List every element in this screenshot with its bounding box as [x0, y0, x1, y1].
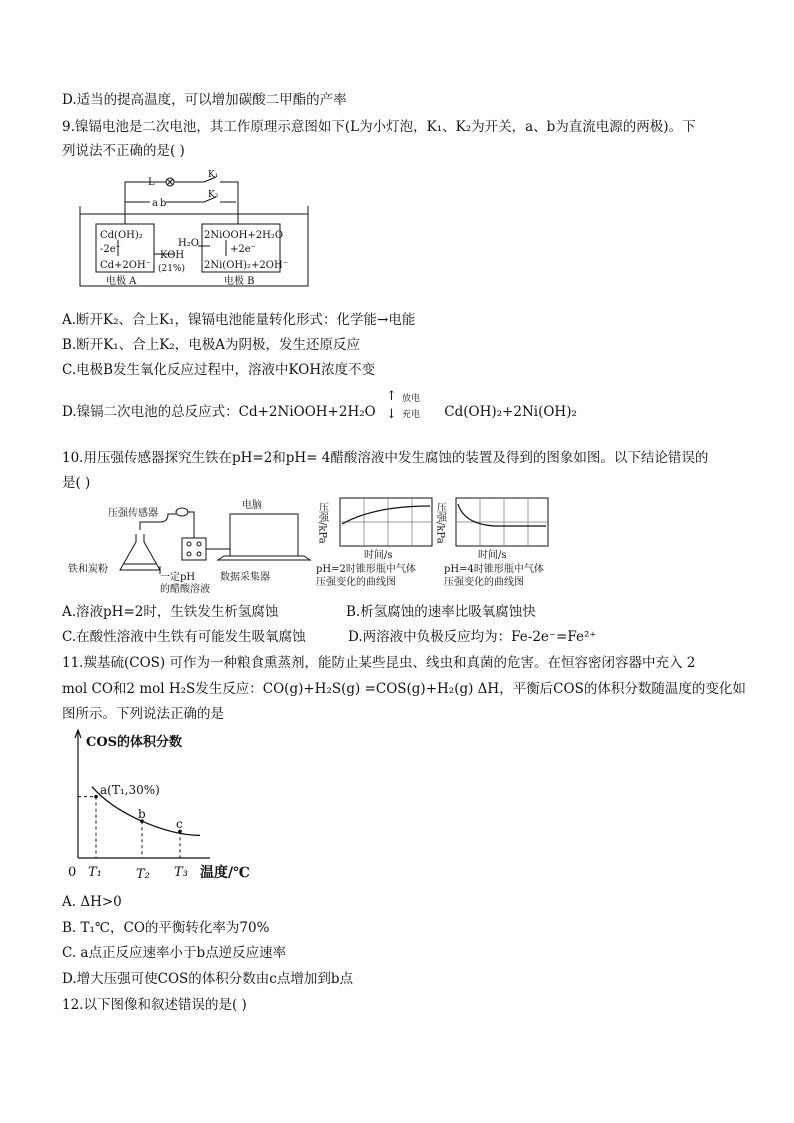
graph1-xlabel: 时间/s	[364, 550, 393, 561]
iron-carbon-label: 铁和炭粉	[68, 564, 108, 575]
q11-option-c: C. a点正反应速率小于b点逆反应速率	[62, 945, 287, 961]
pressure-apparatus-diagram	[64, 494, 584, 594]
origin-label: 0	[68, 865, 77, 880]
graph2-ylabel: 压强/kPa	[434, 502, 446, 544]
tick-t2: T₂	[136, 867, 150, 882]
lamp-label: L	[148, 177, 155, 188]
q10-stem-line2: 是( )	[62, 475, 91, 491]
x-axis-label: 温度/℃	[200, 865, 250, 881]
discharge-label: 放电	[402, 393, 421, 404]
point-a-marker	[94, 795, 98, 799]
koh-percent: (21%)	[158, 264, 186, 274]
graph1-caption-2: 压强变化的曲线图	[316, 577, 396, 588]
q9-stem-line1: 9.镍镉电池是二次电池，其工作原理示意图如下(L为小灯泡，K₁、K₂为开关，a、b为直流电源的两极)。下	[62, 119, 696, 135]
collector-label: 数据采集器	[220, 572, 270, 583]
electrode-a-top: Cd(OH)₂	[100, 230, 143, 241]
q10-option-d: D.两溶液中负极反应均为：Fe-2e⁻=Fe²⁺	[348, 629, 597, 645]
q11-option-b: B. T₁℃，CO的平衡转化率为70%	[62, 920, 270, 936]
graph2-caption-1: pH=4时锥形瓶中气体	[444, 564, 544, 575]
reversible-arrow	[380, 388, 440, 422]
pole-a-label: a	[152, 198, 158, 209]
point-b-label: b	[138, 807, 146, 821]
q10-option-a: A.溶液pH=2时，生铁发生析氢腐蚀	[62, 604, 279, 620]
graph1-ylabel: 压强/kPa	[316, 502, 328, 544]
q9-option-d	[62, 388, 577, 422]
electrode-b-top: 2NiOOH+2H₂O	[204, 230, 284, 241]
q9-option-b: B.断开K₁、合上K₂，电极A为阴极，发生还原反应	[62, 337, 360, 353]
arrow-down-icon: ↓	[386, 406, 397, 422]
electrode-b-e: +2e⁻	[230, 244, 256, 255]
electrode-b-label: 电极 B	[224, 276, 255, 287]
q12-stem: 12.以下图像和叙述错误的是( )	[62, 997, 247, 1013]
koh-label: KOH	[160, 250, 185, 261]
q9-option-a: A.断开K₂、合上K₁，镍镉电池能量转化形式：化学能→电能	[62, 312, 416, 328]
chart-title: COS的体积分数	[86, 735, 183, 750]
cos-volume-fraction-chart	[60, 726, 270, 886]
water-label: H₂O	[178, 238, 199, 249]
pole-b-label: b	[160, 198, 167, 209]
electrode-a-label: 电极 A	[106, 276, 137, 287]
tick-t3: T₃	[174, 865, 188, 880]
graph1-caption-1: pH=2时锥形瓶中气体	[316, 564, 416, 575]
q10-option-b: B.析氢腐蚀的速率比吸氧腐蚀快	[346, 604, 536, 620]
k1-label: K₁	[208, 170, 219, 180]
q11-stem-line1: 11.羰基硫(COS) 可作为一种粮食熏蒸剂，能防止某些昆虫、线虫和真菌的危害。在恒容密闭容器中充入 2	[62, 655, 696, 671]
q8-option-d: D.适当的提高温度，可以增加碳酸二甲酯的产率	[62, 92, 347, 108]
q9-option-d-reactants: D.镍镉二次电池的总反应式：Cd+2NiOOH+2H₂O	[62, 404, 376, 420]
q9-stem-line2: 列说法不正确的是( )	[62, 143, 185, 159]
computer-label: 电脑	[242, 500, 262, 511]
electrode-a-e: -2e⁻	[100, 244, 121, 255]
electrode-a-bottom: Cd+2OH⁻	[100, 260, 151, 271]
charge-label: 充电	[402, 409, 421, 420]
q11-option-d: D.增大压强可使COS的体积分数由c点增加到b点	[62, 971, 353, 987]
q11-option-a: A. ΔH>0	[62, 894, 122, 910]
graph2-xlabel: 时间/s	[478, 550, 507, 561]
solution-label-1: 一定pH	[160, 572, 196, 583]
q9-option-d-products: Cd(OH)₂+2Ni(OH)₂	[444, 404, 577, 420]
k2-label: K₂	[208, 190, 219, 200]
q10-option-c: C.在酸性溶液中生铁有可能发生吸氧腐蚀	[62, 629, 306, 645]
point-c-label: c	[176, 817, 183, 831]
nicd-battery-diagram	[78, 168, 318, 288]
point-a-label: a(T₁,30%)	[100, 783, 160, 797]
q9-option-c: C.电极B发生氧化反应过程中，溶液中KOH浓度不变	[62, 362, 376, 378]
sensor-label: 压强传感器	[108, 508, 158, 519]
q11-stem-line3: 图所示。下列说法正确的是	[62, 706, 224, 722]
tick-t1: T₁	[88, 865, 102, 880]
q10-stem-line1: 10.用压强传感器探究生铁在pH=2和pH= 4醋酸溶液中发生腐蚀的装置及得到的图象如图。以下结论错误的	[62, 450, 709, 466]
solution-label-2: 的醋酸溶液	[160, 584, 210, 594]
graph2-caption-2: 压强变化的曲线图	[444, 577, 524, 588]
electrode-b-bottom: 2Ni(OH)₂+2OH⁻	[204, 260, 288, 271]
arrow-up-icon: ↑	[386, 388, 397, 404]
q11-stem-line2: mol CO和2 mol H₂S发生反应：CO(g)+H₂S(g) =COS(g)+H₂(g) ΔH，平衡后COS的体积分数随温度的变化如	[62, 681, 746, 697]
